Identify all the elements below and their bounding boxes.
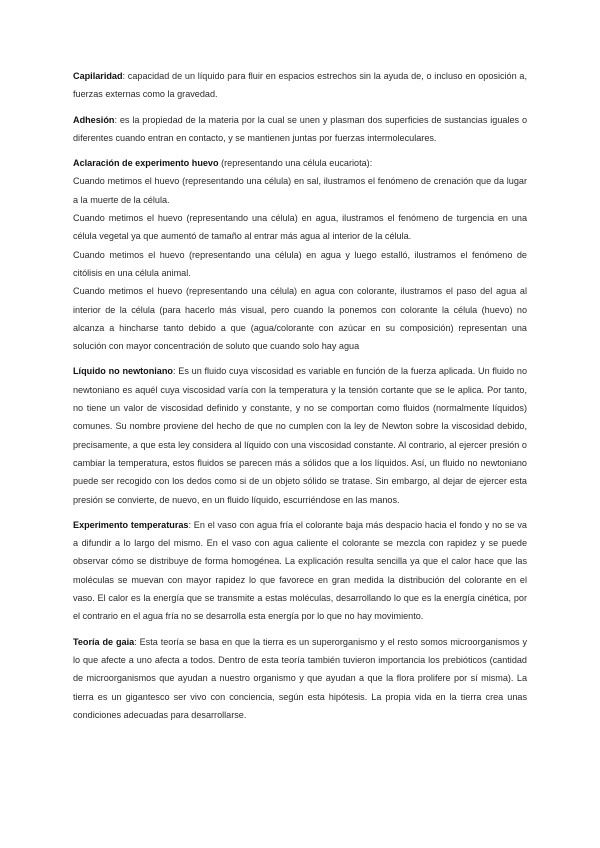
huevo-line-estallo: Cuando metimos el huevo (representando una célula) en agua y luego estalló, ilustramos el fenómeno de citólisis en una célula animal. (73, 249, 527, 278)
definition-adhesion: : es la propiedad de la materia por la cual se unen y plasman dos superficies de sustancias iguales o diferentes cuando entran en contacto, y se mantienen juntas por fuerzas intermoleculares. (73, 114, 527, 143)
term-adhesion: Adhesión (73, 114, 115, 125)
term-experimento-huevo: Aclaración de experimento huevo (73, 158, 219, 169)
paragraph-text (73, 516, 527, 626)
term-experimento-temperaturas: Experimento temperaturas (73, 519, 189, 530)
huevo-line-sal: Cuando metimos el huevo (representando una célula) en sal, ilustramos el fenómeno de crenación que da lugar a la muerte de la célula. (73, 176, 527, 205)
definition-liquido-no-newtoniano: : Es un fluido cuya viscosidad es variable en función de la fuerza aplicada. Un fluido no newtoniano es aquél cuya viscosidad varía con la temperatura y la tensión cortante que se le aplica. Por tanto, no tiene un valor de viscosidad definido y constante, y no se comportan como fluidos (normalmente líquidos) comunes. Su nombre proviene del hecho de que no cumplen con la ley de Newton sobre la viscosidad debido, precisamente, a que esta ley considera al líquido con una viscosidad constante. Al contrario, al ejercer presión o cambiar la temperatura, estos fluidos se parecen más a sólidos que a los líquidos. Así, un fluido no newtoniano puede ser recogido con los dedos como si de un objeto sólido se tratase. Sin embargo, al dejar de ejercer esta presión se convierte, de nuevo, en un fluido líquido, escurriéndose en las manos. (73, 366, 528, 505)
paragraph-experimento-huevo (73, 154, 527, 355)
document-page (73, 67, 527, 731)
paragraph-text (73, 362, 527, 508)
definition-capilaridad: : capacidad de un líquido para fluir en espacios estrechos sin la ayuda de, o incluso en oposición a, fuerzas externas como la gravedad. (73, 71, 527, 100)
paragraph-liquido-no-newtoniano (73, 362, 527, 508)
paragraph-adhesion (73, 111, 527, 148)
term-capilaridad: Capilaridad (73, 71, 123, 81)
huevo-line-agua: Cuando metimos el huevo (representando una célula) en agua, ilustramos el fenómeno de turgencia en una célula vegetal ya que aumentó de tamaño al entrar más agua al interior de la célula. (73, 213, 527, 242)
paragraph-capilaridad (73, 67, 527, 104)
term-teoria-gaia: Teoría de gaia (73, 636, 135, 647)
definition-experimento-temperaturas: : En el vaso con agua fría el colorante baja más despacio hacia el fondo y no se va a difundir a lo largo del mismo. En el vaso con agua caliente el colorante se mezcla con rapidez y se puede observar cómo se distribuye de forma homogénea. La explicación resulta sencilla ya que el calor hace que las moléculas se muevan con mayor rapidez lo que favorece en gran medida la distribución del colorante en el vaso. El calor es la energía que se transmite a estas moléculas, desarrollando lo que es la energía cinética, por el contrario en el agua fría no se desarrolla esta energía por lo que no hay movimiento. (73, 519, 527, 622)
paragraph-teoria-gaia (73, 633, 527, 724)
definition-teoria-gaia: : Esta teoría se basa en que la tierra es un superorganismo y el resto somos microorganismos y lo que afecte a uno afecta a todos. Dentro de esta teoría también tuvieron importancia los prebióticos (cantidad de microorganismos que ayudan a nuestro organismo y que ayudan a que la flora prolifere por sí misma). La tierra es un gigantesco ser vivo con conciencia, según esta hipótesis. La propia vida en la tierra crea unas condiciones adecuadas para desarrollarse. (73, 636, 527, 720)
term-liquido-no-newtoniano: Líquido no newtoniano (73, 366, 173, 377)
intro-experimento-huevo: (representando una célula eucariota): (218, 158, 373, 169)
paragraph-text (73, 111, 527, 148)
paragraph-heading (73, 154, 527, 172)
paragraph-experimento-temperaturas (73, 516, 527, 626)
paragraph-text (73, 633, 527, 724)
paragraph-text (73, 67, 527, 104)
huevo-line-colorante: Cuando metimos el huevo (representando una célula) en agua con colorante, ilustramos el paso del agua al interior de la célula (para hacerlo más visual, pero cuando la ponemos con colorante la célula (huevo) no alcanza a hincharse tanto debido a que (agua/colorante con azúcar en su composición) representan una solución con mayor concentración de soluto que cuando solo hay agua (73, 286, 527, 352)
